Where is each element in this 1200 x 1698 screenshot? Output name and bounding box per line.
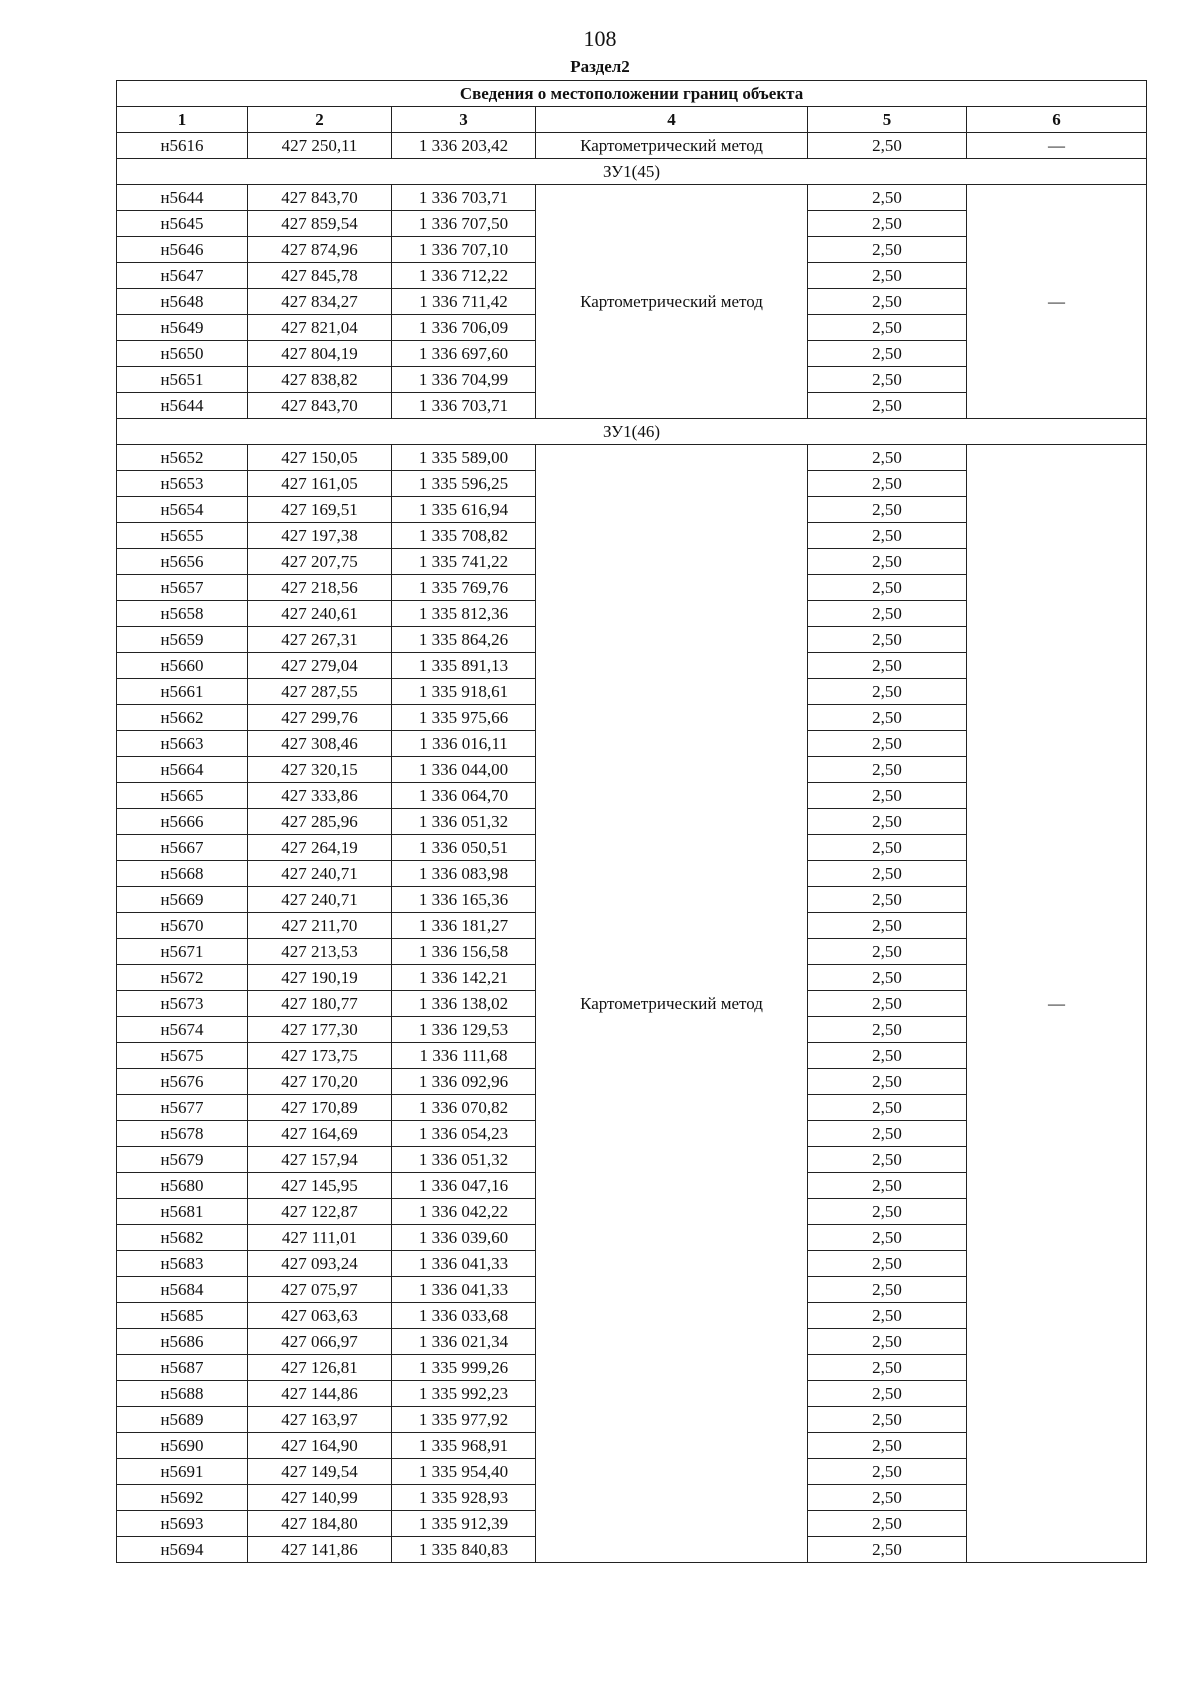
point-name-cell: н5675 [117,1043,248,1069]
point-name-cell: н5669 [117,887,248,913]
x-coordinate-cell: 427 149,54 [248,1459,392,1485]
y-coordinate-cell: 1 336 711,42 [392,289,536,315]
point-name-cell: н5681 [117,1199,248,1225]
x-coordinate-cell: 427 126,81 [248,1355,392,1381]
x-coordinate-cell: 427 845,78 [248,263,392,289]
note-cell: — [967,445,1147,1563]
accuracy-cell: 2,50 [808,289,967,315]
y-coordinate-cell: 1 336 051,32 [392,809,536,835]
x-coordinate-cell: 427 211,70 [248,913,392,939]
point-name-cell: н5692 [117,1485,248,1511]
x-coordinate-cell: 427 190,19 [248,965,392,991]
accuracy-cell: 2,50 [808,497,967,523]
point-name-cell: н5694 [117,1537,248,1563]
x-coordinate-cell: 427 164,69 [248,1121,392,1147]
x-coordinate-cell: 427 170,20 [248,1069,392,1095]
point-name-cell: н5661 [117,679,248,705]
point-name-cell: н5663 [117,731,248,757]
method-cell: Картометрический метод [536,185,808,419]
accuracy-cell: 2,50 [808,471,967,497]
x-coordinate-cell: 427 063,63 [248,1303,392,1329]
point-name-cell: н5678 [117,1121,248,1147]
point-name-cell: н5654 [117,497,248,523]
point-name-cell: н5650 [117,341,248,367]
note-cell: — [967,185,1147,419]
section-title: Раздел2 [570,57,630,76]
point-name-cell: н5659 [117,627,248,653]
method-cell: Картометрический метод [536,133,808,159]
point-name-cell: н5648 [117,289,248,315]
x-coordinate-cell: 427 161,05 [248,471,392,497]
accuracy-cell: 2,50 [808,627,967,653]
point-name-cell: н5683 [117,1251,248,1277]
y-coordinate-cell: 1 336 041,33 [392,1277,536,1303]
accuracy-cell: 2,50 [808,991,967,1017]
group-header-row [117,159,1147,185]
method-cell: Картометрический метод [536,445,808,1563]
x-coordinate-cell: 427 122,87 [248,1199,392,1225]
accuracy-cell: 2,50 [808,835,967,861]
x-coordinate-cell: 427 197,38 [248,523,392,549]
point-name-cell: н5674 [117,1017,248,1043]
point-name-cell: н5665 [117,783,248,809]
x-coordinate-cell: 427 218,56 [248,575,392,601]
x-coordinate-cell: 427 859,54 [248,211,392,237]
y-coordinate-cell: 1 335 891,13 [392,653,536,679]
accuracy-cell: 2,50 [808,809,967,835]
accuracy-cell: 2,50 [808,1433,967,1459]
y-coordinate-cell: 1 335 769,76 [392,575,536,601]
x-coordinate-cell: 427 843,70 [248,185,392,211]
x-coordinate-cell: 427 821,04 [248,315,392,341]
x-coordinate-cell: 427 177,30 [248,1017,392,1043]
accuracy-cell: 2,50 [808,1407,967,1433]
accuracy-cell: 2,50 [808,1251,967,1277]
y-coordinate-cell: 1 336 142,21 [392,965,536,991]
point-name-cell: н5693 [117,1511,248,1537]
column-number: 6 [967,107,1147,133]
accuracy-cell: 2,50 [808,211,967,237]
group-label: ЗУ1(46) [117,419,1147,445]
x-coordinate-cell: 427 180,77 [248,991,392,1017]
accuracy-cell: 2,50 [808,861,967,887]
point-name-cell: н5684 [117,1277,248,1303]
accuracy-cell: 2,50 [808,1017,967,1043]
x-coordinate-cell: 427 267,31 [248,627,392,653]
table-caption: Сведения о местоположении границ объекта [117,81,1147,107]
x-coordinate-cell: 427 075,97 [248,1277,392,1303]
y-coordinate-cell: 1 335 999,26 [392,1355,536,1381]
x-coordinate-cell: 427 184,80 [248,1511,392,1537]
x-coordinate-cell: 427 264,19 [248,835,392,861]
y-coordinate-cell: 1 335 992,23 [392,1381,536,1407]
accuracy-cell: 2,50 [808,1173,967,1199]
accuracy-cell: 2,50 [808,731,967,757]
x-coordinate-cell: 427 213,53 [248,939,392,965]
accuracy-cell: 2,50 [808,1381,967,1407]
y-coordinate-cell: 1 336 156,58 [392,939,536,965]
accuracy-cell: 2,50 [808,185,967,211]
point-name-cell: н5668 [117,861,248,887]
x-coordinate-cell: 427 279,04 [248,653,392,679]
accuracy-cell: 2,50 [808,887,967,913]
y-coordinate-cell: 1 336 016,11 [392,731,536,757]
y-coordinate-cell: 1 335 975,66 [392,705,536,731]
point-name-cell: н5680 [117,1173,248,1199]
accuracy-cell: 2,50 [808,653,967,679]
y-coordinate-cell: 1 335 912,39 [392,1511,536,1537]
table-row [117,133,1147,159]
accuracy-cell: 2,50 [808,679,967,705]
x-coordinate-cell: 427 240,71 [248,887,392,913]
accuracy-cell: 2,50 [808,1459,967,1485]
y-coordinate-cell: 1 336 021,34 [392,1329,536,1355]
x-coordinate-cell: 427 308,46 [248,731,392,757]
x-coordinate-cell: 427 250,11 [248,133,392,159]
point-name-cell: н5688 [117,1381,248,1407]
y-coordinate-cell: 1 336 044,00 [392,757,536,783]
y-coordinate-cell: 1 336 051,32 [392,1147,536,1173]
point-name-cell: н5689 [117,1407,248,1433]
x-coordinate-cell: 427 874,96 [248,237,392,263]
point-name-cell: н5646 [117,237,248,263]
y-coordinate-cell: 1 335 928,93 [392,1485,536,1511]
y-coordinate-cell: 1 336 706,09 [392,315,536,341]
y-coordinate-cell: 1 335 708,82 [392,523,536,549]
point-name-cell: н5690 [117,1433,248,1459]
x-coordinate-cell: 427 285,96 [248,809,392,835]
accuracy-cell: 2,50 [808,1069,967,1095]
y-coordinate-cell: 1 335 840,83 [392,1537,536,1563]
point-name-cell: н5686 [117,1329,248,1355]
y-coordinate-cell: 1 336 083,98 [392,861,536,887]
point-name-cell: н5687 [117,1355,248,1381]
y-coordinate-cell: 1 336 111,68 [392,1043,536,1069]
point-name-cell: н5672 [117,965,248,991]
column-number: 3 [392,107,536,133]
table-caption-row [117,81,1147,107]
point-name-cell: н5653 [117,471,248,497]
accuracy-cell: 2,50 [808,1147,967,1173]
accuracy-cell: 2,50 [808,1511,967,1537]
accuracy-cell: 2,50 [808,965,967,991]
x-coordinate-cell: 427 111,01 [248,1225,392,1251]
x-coordinate-cell: 427 157,94 [248,1147,392,1173]
y-coordinate-cell: 1 335 954,40 [392,1459,536,1485]
x-coordinate-cell: 427 163,97 [248,1407,392,1433]
accuracy-cell: 2,50 [808,1199,967,1225]
accuracy-cell: 2,50 [808,1303,967,1329]
point-name-cell: н5670 [117,913,248,939]
point-name-cell: н5657 [117,575,248,601]
accuracy-cell: 2,50 [808,601,967,627]
y-coordinate-cell: 1 336 039,60 [392,1225,536,1251]
point-name-cell: н5645 [117,211,248,237]
x-coordinate-cell: 427 287,55 [248,679,392,705]
point-name-cell: н5616 [117,133,248,159]
x-coordinate-cell: 427 170,89 [248,1095,392,1121]
point-name-cell: н5655 [117,523,248,549]
y-coordinate-cell: 1 336 181,27 [392,913,536,939]
x-coordinate-cell: 427 169,51 [248,497,392,523]
accuracy-cell: 2,50 [808,393,967,419]
accuracy-cell: 2,50 [808,705,967,731]
point-name-cell: н5651 [117,367,248,393]
accuracy-cell: 2,50 [808,1121,967,1147]
point-name-cell: н5673 [117,991,248,1017]
point-name-cell: н5644 [117,185,248,211]
y-coordinate-cell: 1 336 070,82 [392,1095,536,1121]
y-coordinate-cell: 1 336 703,71 [392,393,536,419]
accuracy-cell: 2,50 [808,315,967,341]
column-number: 5 [808,107,967,133]
y-coordinate-cell: 1 335 616,94 [392,497,536,523]
column-number: 2 [248,107,392,133]
y-coordinate-cell: 1 335 977,92 [392,1407,536,1433]
accuracy-cell: 2,50 [808,1355,967,1381]
x-coordinate-cell: 427 834,27 [248,289,392,315]
y-coordinate-cell: 1 336 704,99 [392,367,536,393]
point-name-cell: н5666 [117,809,248,835]
y-coordinate-cell: 1 336 129,53 [392,1017,536,1043]
table-row [117,445,1147,471]
point-name-cell: н5649 [117,315,248,341]
x-coordinate-cell: 427 333,86 [248,783,392,809]
x-coordinate-cell: 427 145,95 [248,1173,392,1199]
y-coordinate-cell: 1 336 033,68 [392,1303,536,1329]
accuracy-cell: 2,50 [808,341,967,367]
point-name-cell: н5671 [117,939,248,965]
point-name-cell: н5676 [117,1069,248,1095]
x-coordinate-cell: 427 240,61 [248,601,392,627]
accuracy-cell: 2,50 [808,913,967,939]
x-coordinate-cell: 427 066,97 [248,1329,392,1355]
point-name-cell: н5679 [117,1147,248,1173]
y-coordinate-cell: 1 336 165,36 [392,887,536,913]
y-coordinate-cell: 1 335 589,00 [392,445,536,471]
y-coordinate-cell: 1 336 047,16 [392,1173,536,1199]
y-coordinate-cell: 1 336 712,22 [392,263,536,289]
y-coordinate-cell: 1 335 968,91 [392,1433,536,1459]
y-coordinate-cell: 1 336 054,23 [392,1121,536,1147]
x-coordinate-cell: 427 240,71 [248,861,392,887]
y-coordinate-cell: 1 336 064,70 [392,783,536,809]
x-coordinate-cell: 427 164,90 [248,1433,392,1459]
point-name-cell: н5644 [117,393,248,419]
accuracy-cell: 2,50 [808,575,967,601]
accuracy-cell: 2,50 [808,549,967,575]
accuracy-cell: 2,50 [808,263,967,289]
accuracy-cell: 2,50 [808,1485,967,1511]
x-coordinate-cell: 427 173,75 [248,1043,392,1069]
point-name-cell: н5656 [117,549,248,575]
x-coordinate-cell: 427 144,86 [248,1381,392,1407]
y-coordinate-cell: 1 335 864,26 [392,627,536,653]
point-name-cell: н5682 [117,1225,248,1251]
x-coordinate-cell: 427 320,15 [248,757,392,783]
column-number: 1 [117,107,248,133]
point-name-cell: н5664 [117,757,248,783]
y-coordinate-cell: 1 335 741,22 [392,549,536,575]
accuracy-cell: 2,50 [808,237,967,263]
x-coordinate-cell: 427 299,76 [248,705,392,731]
y-coordinate-cell: 1 335 596,25 [392,471,536,497]
accuracy-cell: 2,50 [808,445,967,471]
point-name-cell: н5667 [117,835,248,861]
point-name-cell: н5647 [117,263,248,289]
y-coordinate-cell: 1 336 697,60 [392,341,536,367]
accuracy-cell: 2,50 [808,1537,967,1563]
page-number: 108 [583,26,617,51]
note-cell: — [967,133,1147,159]
y-coordinate-cell: 1 336 707,10 [392,237,536,263]
column-number: 4 [536,107,808,133]
accuracy-cell: 2,50 [808,367,967,393]
accuracy-cell: 2,50 [808,1043,967,1069]
group-label: ЗУ1(45) [117,159,1147,185]
point-name-cell: н5662 [117,705,248,731]
x-coordinate-cell: 427 140,99 [248,1485,392,1511]
boundary-coordinates-table [116,80,1147,1563]
accuracy-cell: 2,50 [808,757,967,783]
x-coordinate-cell: 427 838,82 [248,367,392,393]
point-name-cell: н5691 [117,1459,248,1485]
y-coordinate-cell: 1 336 050,51 [392,835,536,861]
accuracy-cell: 2,50 [808,523,967,549]
point-name-cell: н5685 [117,1303,248,1329]
y-coordinate-cell: 1 336 203,42 [392,133,536,159]
x-coordinate-cell: 427 141,86 [248,1537,392,1563]
x-coordinate-cell: 427 207,75 [248,549,392,575]
point-name-cell: н5658 [117,601,248,627]
accuracy-cell: 2,50 [808,1225,967,1251]
y-coordinate-cell: 1 336 703,71 [392,185,536,211]
accuracy-cell: 2,50 [808,939,967,965]
x-coordinate-cell: 427 843,70 [248,393,392,419]
accuracy-cell: 2,50 [808,783,967,809]
x-coordinate-cell: 427 093,24 [248,1251,392,1277]
accuracy-cell: 2,50 [808,1095,967,1121]
column-numbers-row [117,107,1147,133]
y-coordinate-cell: 1 335 812,36 [392,601,536,627]
x-coordinate-cell: 427 150,05 [248,445,392,471]
point-name-cell: н5652 [117,445,248,471]
y-coordinate-cell: 1 335 918,61 [392,679,536,705]
group-header-row [117,419,1147,445]
accuracy-cell: 2,50 [808,133,967,159]
accuracy-cell: 2,50 [808,1277,967,1303]
point-name-cell: н5677 [117,1095,248,1121]
accuracy-cell: 2,50 [808,1329,967,1355]
point-name-cell: н5660 [117,653,248,679]
y-coordinate-cell: 1 336 138,02 [392,991,536,1017]
x-coordinate-cell: 427 804,19 [248,341,392,367]
table-row [117,185,1147,211]
y-coordinate-cell: 1 336 092,96 [392,1069,536,1095]
y-coordinate-cell: 1 336 041,33 [392,1251,536,1277]
y-coordinate-cell: 1 336 707,50 [392,211,536,237]
y-coordinate-cell: 1 336 042,22 [392,1199,536,1225]
